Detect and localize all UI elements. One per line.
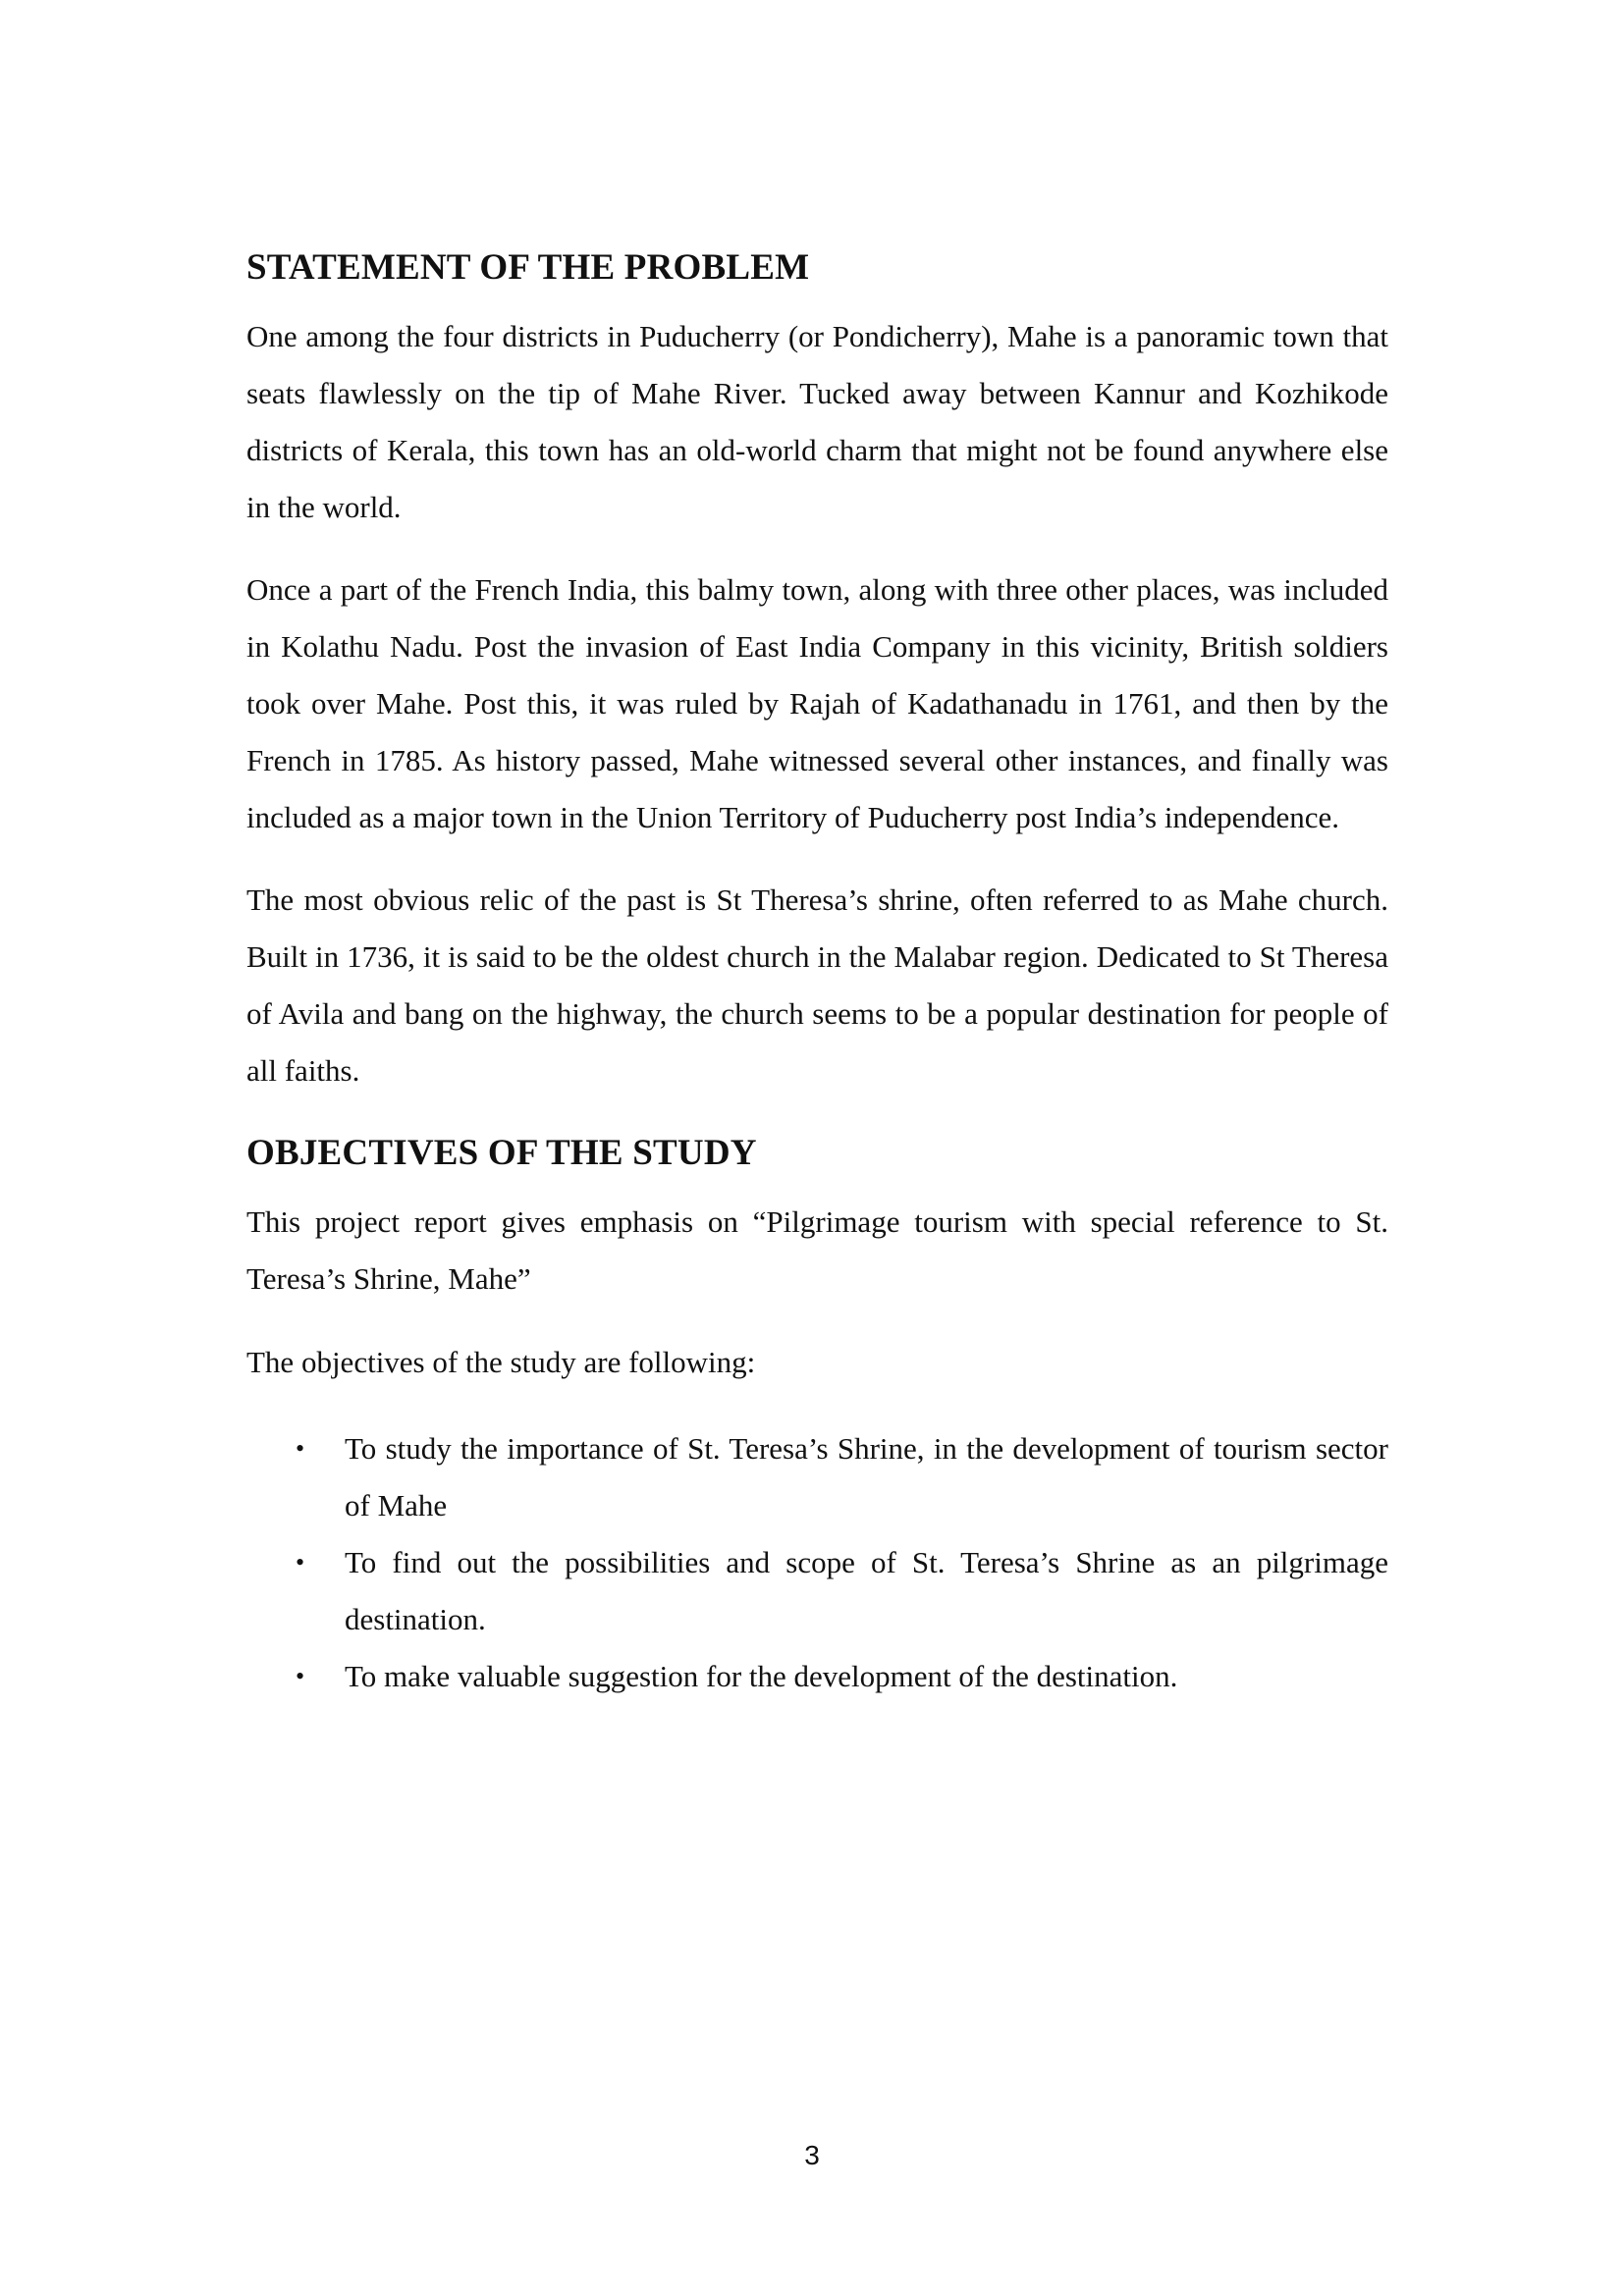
bullet-icon: • bbox=[296, 1548, 305, 1576]
bullet-icon: • bbox=[296, 1662, 305, 1690]
paragraph: This project report gives emphasis on “Pilgrimage tourism with special reference to St. Teresa’s Shrine, Mahe” bbox=[246, 1204, 1388, 1296]
paragraph: The objectives of the study are following: bbox=[246, 1345, 756, 1379]
list-item bbox=[246, 1648, 1388, 1705]
objectives-list bbox=[246, 1420, 1388, 1705]
page-content bbox=[246, 243, 1388, 1705]
paragraph: One among the four districts in Puducherry (or Pondicherry), Mahe is a panoramic town that seats flawlessly on the tip of Mahe River. Tucked away between Kannur and Kozhikode districts of Kerala, this town has an old-world charm that might not be found anywhere else in the world. bbox=[246, 319, 1388, 524]
list-item bbox=[246, 1534, 1388, 1648]
page-number: 3 bbox=[804, 2140, 820, 2170]
list-item-text: To make valuable suggestion for the development of the destination. bbox=[345, 1659, 1178, 1693]
paragraph: The most obvious relic of the past is St Theresa’s shrine, often referred to as Mahe church. Built in 1736, it is said to be the oldest church in the Malabar region. Dedicated to St Theresa of Avila and bang on the highway, the church seems to be a popular destination for people of all faiths. bbox=[246, 882, 1388, 1088]
statement-of-problem-heading: STATEMENT OF THE PROBLEM bbox=[246, 247, 810, 288]
bullet-icon: • bbox=[296, 1434, 305, 1463]
list-item bbox=[246, 1420, 1388, 1534]
objectives-of-study-heading: OBJECTIVES OF THE STUDY bbox=[246, 1133, 757, 1173]
list-item-text: To find out the possibilities and scope of St. Teresa’s Shrine as an pilgrimage destination. bbox=[345, 1545, 1388, 1636]
list-item-text: To study the importance of St. Teresa’s Shrine, in the development of tourism sector of Mahe bbox=[345, 1431, 1388, 1522]
paragraph: Once a part of the French India, this balmy town, along with three other places, was included in Kolathu Nadu. Post the invasion of East India Company in this vicinity, British soldiers took over Mahe. Post this, it was ruled by Rajah of Kadathanadu in 1761, and then by the French in 1785. As history passed, Mahe witnessed several other instances, and finally was included as a major town in the Union Territory of Puducherry post India’s independence. bbox=[246, 572, 1388, 834]
